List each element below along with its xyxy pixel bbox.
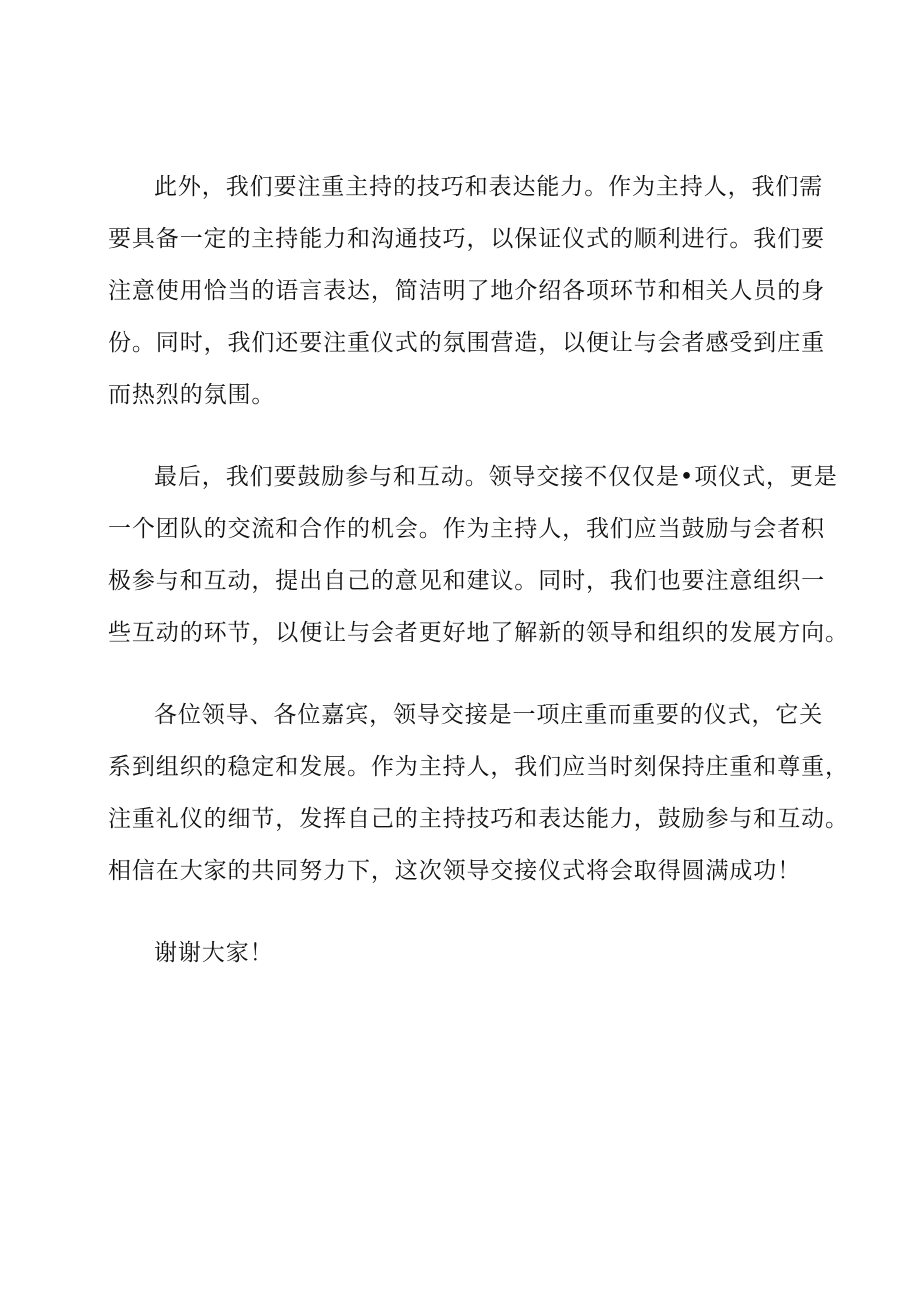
paragraph-line: 一个团队的交流和合作的机会。作为主持人，我们应当鼓励与会者积 xyxy=(108,516,825,542)
paragraph-line: 而热烈的氛围。 xyxy=(108,382,276,408)
paragraph-line: 要具备一定的主持能力和沟通技巧，以保证仪式的顺利进行。我们要 xyxy=(108,226,825,252)
paragraph-line: 注意使用恰当的语言表达，简洁明了地介绍各项环节和相关人员的身 xyxy=(108,278,825,304)
paragraph-thanks xyxy=(108,927,820,979)
paragraph-participation xyxy=(108,451,849,659)
paragraph-line: 最后，我们要鼓励参与和互动。领导交接不仅仅是•项仪式，更是 xyxy=(154,464,838,490)
paragraph-line: 谢谢大家！ xyxy=(154,940,274,966)
paragraph-line: 份。同时，我们还要注重仪式的氛围营造，以便让与会者感受到庄重 xyxy=(108,330,825,356)
paragraph-line: 各位领导、各位嘉宾，领导交接是一项庄重而重要的仪式，它关 xyxy=(154,702,824,728)
paragraph-line: 注重礼仪的细节，发挥自己的主持技巧和表达能力，鼓励参与和互动。 xyxy=(108,806,849,832)
paragraph-line: 些互动的环节，以便让与会者更好地了解新的领导和组织的发展方向。 xyxy=(108,620,849,646)
paragraph-closing-remarks xyxy=(108,689,849,897)
paragraph-line: 极参与和互动，提出自己的意见和建议。同时，我们也要注意组织一 xyxy=(108,568,825,594)
paragraph-line: 此外，我们要注重主持的技巧和表达能力。作为主持人，我们需 xyxy=(154,174,824,200)
paragraph-line: 相信在大家的共同努力下，这次领导交接仪式将会取得圆满成功！ xyxy=(108,858,802,884)
paragraph-hosting-skills xyxy=(108,161,825,421)
paragraph-line: 系到组织的稳定和发展。作为主持人，我们应当时刻保持庄重和尊重， xyxy=(108,754,849,780)
